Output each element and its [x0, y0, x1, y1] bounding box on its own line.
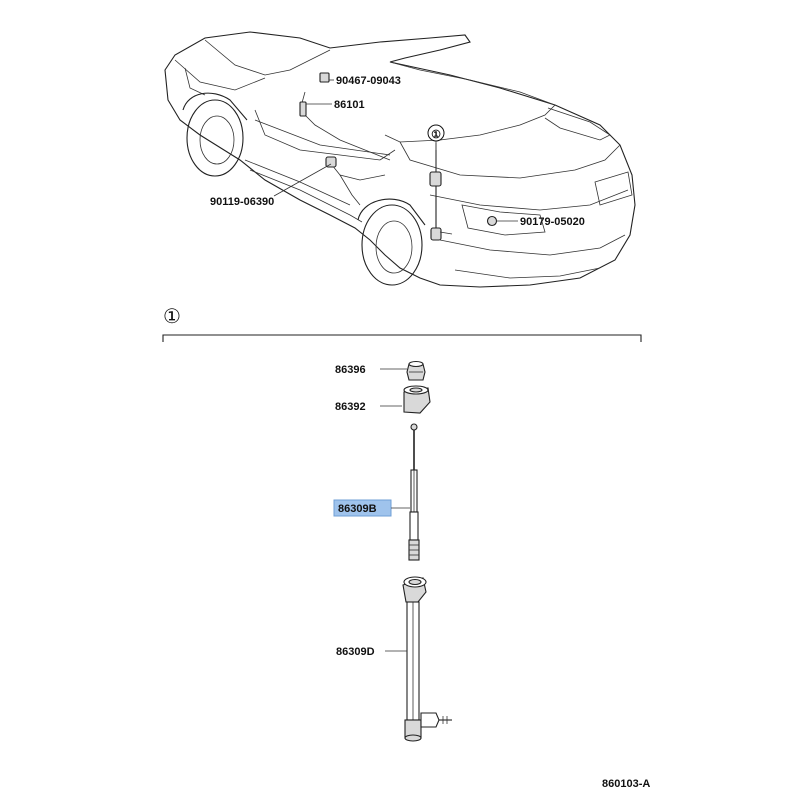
- callout-90467-09043[interactable]: 90467-09043: [336, 75, 401, 87]
- part-86392-pad[interactable]: [404, 386, 430, 413]
- diagram-code: 860103-A: [602, 778, 651, 790]
- callout-90179-05020[interactable]: 90179-05020: [520, 216, 585, 228]
- callout-86392[interactable]: 86392: [335, 401, 366, 413]
- callout-86309D[interactable]: 86309D: [336, 646, 375, 658]
- part-86309D-housing[interactable]: [403, 577, 452, 741]
- callout-86309B[interactable]: 86309B: [338, 503, 377, 515]
- part-86396-nut[interactable]: [407, 362, 425, 381]
- ref-marker-detail: ①: [163, 304, 181, 328]
- ref-marker-car[interactable]: ①: [431, 129, 441, 141]
- detail-bracket: [163, 335, 641, 342]
- callout-86396[interactable]: 86396: [335, 364, 366, 376]
- callout-86101[interactable]: 86101: [334, 99, 365, 111]
- car-illustration: [165, 32, 635, 287]
- callout-90119-06390[interactable]: 90119-06390: [210, 196, 275, 208]
- part-86309B-mast[interactable]: [409, 424, 419, 560]
